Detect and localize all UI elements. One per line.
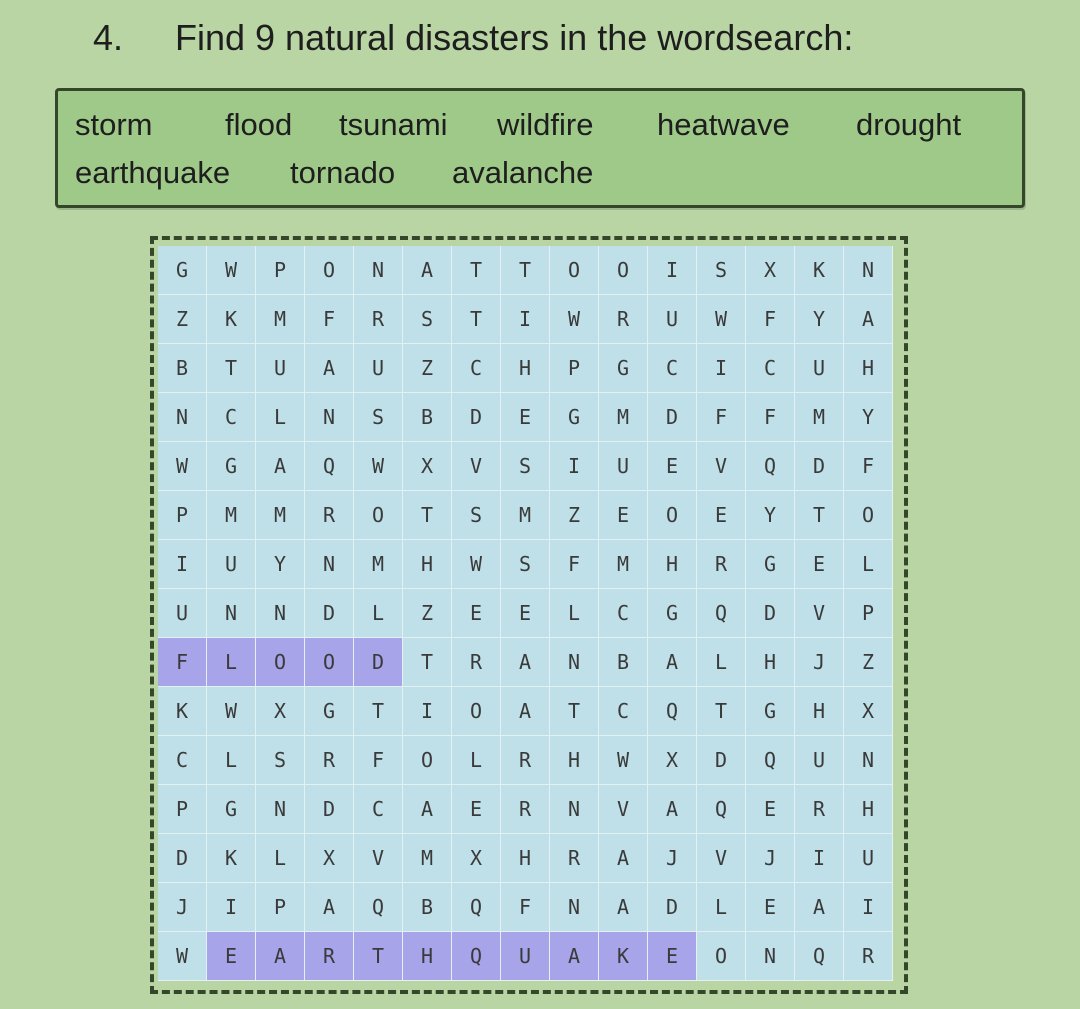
grid-cell[interactable]: C [648, 344, 697, 393]
grid-cell[interactable]: M [599, 540, 648, 589]
grid-cell[interactable]: F [746, 295, 795, 344]
exercise-number: 4. [93, 17, 124, 58]
grid-cell[interactable]: Z [158, 295, 207, 344]
grid-cell[interactable]: A [501, 638, 550, 687]
grid-cell-selected[interactable]: A [550, 932, 599, 981]
grid-cell[interactable]: D [795, 442, 844, 491]
grid-cell[interactable]: R [599, 295, 648, 344]
grid-cell[interactable]: X [305, 834, 354, 883]
grid-cell[interactable]: X [256, 687, 305, 736]
grid-cell[interactable]: O [403, 736, 452, 785]
grid-cell[interactable]: L [256, 393, 305, 442]
grid-cell[interactable]: C [207, 393, 256, 442]
grid-cell[interactable]: B [403, 883, 452, 932]
grid-cell[interactable]: E [501, 393, 550, 442]
grid-cell[interactable]: Z [403, 344, 452, 393]
grid-cell[interactable]: B [403, 393, 452, 442]
grid-cell[interactable]: U [844, 834, 893, 883]
grid-cell[interactable]: J [158, 883, 207, 932]
grid-cell[interactable]: T [207, 344, 256, 393]
grid-cell[interactable]: A [256, 442, 305, 491]
grid-cell[interactable]: A [844, 295, 893, 344]
grid-cell[interactable]: J [648, 834, 697, 883]
grid-cell[interactable]: V [697, 442, 746, 491]
grid-cell[interactable]: E [452, 785, 501, 834]
grid-cell[interactable]: P [158, 785, 207, 834]
word-list-item: earthquake [75, 155, 231, 190]
grid-cell[interactable]: D [746, 589, 795, 638]
grid-cell[interactable]: R [305, 736, 354, 785]
grid-row [158, 687, 893, 736]
grid-cell-selected[interactable]: K [599, 932, 648, 981]
exercise-heading [0, 12, 1080, 64]
grid-cell[interactable]: D [648, 883, 697, 932]
grid-cell[interactable]: C [599, 687, 648, 736]
grid-cell[interactable]: O [305, 246, 354, 295]
grid-cell[interactable]: W [697, 295, 746, 344]
grid-row [158, 834, 893, 883]
grid-cell-selected[interactable]: R [305, 932, 354, 981]
grid-cell-selected[interactable]: T [354, 932, 403, 981]
grid-cell[interactable]: U [648, 295, 697, 344]
grid-cell[interactable]: O [599, 246, 648, 295]
grid-cell[interactable]: P [844, 589, 893, 638]
grid-cell[interactable]: M [501, 491, 550, 540]
grid-cell[interactable]: A [795, 883, 844, 932]
grid-cell[interactable]: H [795, 687, 844, 736]
grid-cell[interactable]: O [844, 491, 893, 540]
grid-cell[interactable]: C [746, 344, 795, 393]
grid-cell[interactable]: G [599, 344, 648, 393]
grid-cell[interactable]: A [599, 883, 648, 932]
grid-cell[interactable]: D [452, 393, 501, 442]
word-list-line [58, 101, 1022, 149]
word-list-item: flood [225, 107, 293, 142]
word-list-item: tornado [290, 155, 396, 190]
grid-cell[interactable]: O [354, 491, 403, 540]
grid-cell[interactable]: I [501, 295, 550, 344]
grid-cell[interactable]: R [501, 736, 550, 785]
grid-cell[interactable]: C [158, 736, 207, 785]
grid-cell-selected[interactable]: H [403, 932, 452, 981]
grid-cell[interactable]: I [648, 246, 697, 295]
wordsearch-grid [158, 246, 893, 981]
grid-cell[interactable]: W [207, 246, 256, 295]
grid-cell[interactable]: H [501, 344, 550, 393]
grid-cell[interactable]: E [501, 589, 550, 638]
grid-cell[interactable]: W [550, 295, 599, 344]
grid-cell[interactable]: T [501, 246, 550, 295]
grid-cell[interactable]: S [697, 246, 746, 295]
word-list-item: tsunami [339, 107, 448, 142]
grid-cell[interactable]: G [746, 540, 795, 589]
grid-row [158, 246, 893, 295]
grid-row [158, 393, 893, 442]
grid-cell[interactable]: Y [795, 295, 844, 344]
grid-cell[interactable]: G [305, 687, 354, 736]
grid-cell[interactable]: Q [697, 785, 746, 834]
grid-cell[interactable]: U [599, 442, 648, 491]
grid-cell[interactable]: L [452, 736, 501, 785]
grid-cell[interactable]: S [403, 295, 452, 344]
grid-cell[interactable]: D [305, 589, 354, 638]
grid-cell[interactable]: P [550, 344, 599, 393]
grid-cell[interactable]: Y [746, 491, 795, 540]
grid-cell[interactable]: R [795, 785, 844, 834]
grid-cell[interactable]: G [550, 393, 599, 442]
grid-cell[interactable]: R [844, 932, 893, 981]
grid-row [158, 540, 893, 589]
grid-cell[interactable]: K [158, 687, 207, 736]
word-list-item: heatwave [657, 107, 790, 142]
grid-cell[interactable]: N [550, 638, 599, 687]
grid-cell[interactable]: H [648, 540, 697, 589]
grid-cell[interactable]: N [550, 883, 599, 932]
grid-row [158, 736, 893, 785]
grid-cell[interactable]: D [697, 736, 746, 785]
grid-cell[interactable]: L [844, 540, 893, 589]
grid-cell[interactable]: V [795, 589, 844, 638]
grid-row [158, 932, 893, 981]
word-list-item: avalanche [452, 155, 594, 190]
grid-cell[interactable]: L [697, 638, 746, 687]
grid-cell[interactable]: B [599, 638, 648, 687]
grid-cell[interactable]: N [354, 246, 403, 295]
grid-cell[interactable]: F [354, 736, 403, 785]
grid-cell[interactable]: C [354, 785, 403, 834]
word-list-line [58, 149, 1022, 197]
grid-cell[interactable]: H [501, 834, 550, 883]
grid-cell[interactable]: H [550, 736, 599, 785]
grid-cell[interactable]: E [795, 540, 844, 589]
grid-cell[interactable]: I [207, 883, 256, 932]
grid-cell[interactable]: N [256, 589, 305, 638]
grid-cell[interactable]: Q [746, 442, 795, 491]
grid-cell[interactable]: A [305, 344, 354, 393]
grid-cell[interactable]: I [158, 540, 207, 589]
grid-cell[interactable]: K [207, 295, 256, 344]
grid-cell[interactable]: M [354, 540, 403, 589]
grid-cell[interactable]: S [501, 540, 550, 589]
grid-cell[interactable]: T [795, 491, 844, 540]
grid-cell[interactable]: N [746, 932, 795, 981]
grid-row [158, 589, 893, 638]
grid-cell[interactable]: Y [256, 540, 305, 589]
grid-cell[interactable]: V [599, 785, 648, 834]
grid-cell-selected[interactable]: L [207, 638, 256, 687]
grid-cell[interactable]: U [795, 736, 844, 785]
grid-cell[interactable]: S [501, 442, 550, 491]
grid-cell-selected[interactable]: O [305, 638, 354, 687]
grid-cell[interactable]: U [354, 344, 403, 393]
grid-cell[interactable]: M [403, 834, 452, 883]
grid-cell[interactable]: A [305, 883, 354, 932]
grid-cell-selected[interactable]: U [501, 932, 550, 981]
grid-cell[interactable]: X [844, 687, 893, 736]
grid-cell[interactable]: X [746, 246, 795, 295]
grid-cell[interactable]: M [256, 491, 305, 540]
grid-cell[interactable]: H [403, 540, 452, 589]
grid-cell[interactable]: Y [844, 393, 893, 442]
grid-cell-selected[interactable]: E [207, 932, 256, 981]
grid-cell[interactable]: R [501, 785, 550, 834]
grid-cell[interactable]: J [795, 638, 844, 687]
grid-cell[interactable]: T [403, 638, 452, 687]
grid-cell[interactable]: F [501, 883, 550, 932]
grid-cell-selected[interactable]: F [158, 638, 207, 687]
grid-cell[interactable]: I [550, 442, 599, 491]
grid-cell[interactable]: T [697, 687, 746, 736]
grid-cell[interactable]: S [256, 736, 305, 785]
grid-row [158, 491, 893, 540]
grid-cell[interactable]: W [452, 540, 501, 589]
grid-cell[interactable]: N [158, 393, 207, 442]
word-list-item: wildfire [497, 107, 594, 142]
grid-cell[interactable]: F [550, 540, 599, 589]
grid-cell[interactable]: Z [550, 491, 599, 540]
grid-cell[interactable]: E [697, 491, 746, 540]
grid-cell[interactable]: G [207, 442, 256, 491]
grid-cell[interactable]: A [403, 785, 452, 834]
grid-cell[interactable]: S [452, 491, 501, 540]
grid-cell[interactable]: Q [452, 883, 501, 932]
grid-cell[interactable]: D [305, 785, 354, 834]
grid-cell[interactable]: U [795, 344, 844, 393]
grid-cell[interactable]: R [305, 491, 354, 540]
grid-cell[interactable]: L [256, 834, 305, 883]
grid-cell[interactable]: M [207, 491, 256, 540]
grid-cell[interactable]: F [746, 393, 795, 442]
grid-cell[interactable]: C [599, 589, 648, 638]
grid-cell[interactable]: O [550, 246, 599, 295]
grid-cell[interactable]: I [403, 687, 452, 736]
grid-cell[interactable]: W [599, 736, 648, 785]
grid-cell[interactable]: R [452, 638, 501, 687]
grid-cell[interactable]: Z [844, 638, 893, 687]
grid-cell[interactable]: U [256, 344, 305, 393]
grid-cell[interactable]: G [648, 589, 697, 638]
grid-cell[interactable]: H [844, 344, 893, 393]
grid-cell[interactable]: A [501, 687, 550, 736]
grid-cell[interactable]: X [648, 736, 697, 785]
grid-cell[interactable]: P [158, 491, 207, 540]
grid-cell[interactable]: U [158, 589, 207, 638]
grid-cell[interactable]: T [354, 687, 403, 736]
grid-cell[interactable]: J [746, 834, 795, 883]
grid-row [158, 785, 893, 834]
word-list-item: drought [856, 107, 962, 142]
grid-cell[interactable]: M [795, 393, 844, 442]
grid-cell[interactable]: Z [403, 589, 452, 638]
grid-cell[interactable]: L [697, 883, 746, 932]
grid-cell[interactable]: G [158, 246, 207, 295]
grid-cell[interactable]: G [207, 785, 256, 834]
grid-row [158, 883, 893, 932]
grid-cell[interactable]: A [403, 246, 452, 295]
grid-cell[interactable]: Q [795, 932, 844, 981]
grid-cell[interactable]: R [354, 295, 403, 344]
grid-cell[interactable]: N [305, 393, 354, 442]
grid-cell[interactable]: A [599, 834, 648, 883]
grid-cell[interactable]: A [648, 638, 697, 687]
grid-cell[interactable]: T [452, 295, 501, 344]
grid-cell[interactable]: B [158, 344, 207, 393]
grid-cell[interactable]: Q [648, 687, 697, 736]
grid-cell[interactable]: R [697, 540, 746, 589]
grid-cell[interactable]: N [550, 785, 599, 834]
grid-cell[interactable]: O [697, 932, 746, 981]
grid-cell[interactable]: E [599, 491, 648, 540]
grid-cell[interactable]: E [452, 589, 501, 638]
grid-cell[interactable]: N [844, 736, 893, 785]
grid-cell[interactable]: T [550, 687, 599, 736]
grid-cell[interactable]: Q [354, 883, 403, 932]
grid-cell[interactable]: M [256, 295, 305, 344]
grid-row [158, 638, 893, 687]
grid-cell-selected[interactable]: D [354, 638, 403, 687]
grid-row [158, 344, 893, 393]
grid-cell[interactable]: T [403, 491, 452, 540]
grid-cell[interactable]: I [795, 834, 844, 883]
grid-cell[interactable]: N [305, 540, 354, 589]
grid-cell[interactable]: L [354, 589, 403, 638]
grid-cell[interactable]: K [795, 246, 844, 295]
grid-cell[interactable]: W [158, 442, 207, 491]
grid-cell[interactable]: H [746, 638, 795, 687]
grid-cell[interactable]: X [452, 834, 501, 883]
grid-cell[interactable]: N [256, 785, 305, 834]
word-list-box [55, 88, 1025, 208]
grid-row [158, 295, 893, 344]
grid-cell[interactable]: E [746, 883, 795, 932]
grid-cell[interactable]: O [648, 491, 697, 540]
grid-cell[interactable]: E [648, 442, 697, 491]
grid-cell[interactable]: Q [697, 589, 746, 638]
grid-cell[interactable]: V [354, 834, 403, 883]
grid-cell[interactable]: E [746, 785, 795, 834]
grid-cell[interactable]: V [452, 442, 501, 491]
grid-cell[interactable]: O [452, 687, 501, 736]
word-list-item: storm [75, 107, 153, 142]
grid-cell-selected[interactable]: O [256, 638, 305, 687]
grid-cell[interactable]: K [207, 834, 256, 883]
grid-cell[interactable]: U [207, 540, 256, 589]
grid-cell[interactable]: Q [746, 736, 795, 785]
grid-cell[interactable]: N [844, 246, 893, 295]
grid-cell[interactable]: L [550, 589, 599, 638]
grid-cell[interactable]: R [550, 834, 599, 883]
grid-cell[interactable]: S [354, 393, 403, 442]
grid-cell[interactable]: C [452, 344, 501, 393]
grid-cell[interactable]: N [207, 589, 256, 638]
grid-cell[interactable]: M [599, 393, 648, 442]
grid-cell[interactable]: W [158, 932, 207, 981]
grid-cell[interactable]: Q [305, 442, 354, 491]
grid-cell[interactable]: P [256, 246, 305, 295]
grid-cell[interactable]: H [844, 785, 893, 834]
grid-row [158, 442, 893, 491]
exercise-instruction: Find 9 natural disasters in the wordsearch: [175, 17, 854, 58]
grid-cell[interactable]: W [354, 442, 403, 491]
grid-cell-selected[interactable]: A [256, 932, 305, 981]
grid-cell[interactable]: I [844, 883, 893, 932]
grid-cell[interactable]: L [207, 736, 256, 785]
grid-cell[interactable]: V [697, 834, 746, 883]
grid-cell[interactable]: X [403, 442, 452, 491]
grid-cell[interactable]: D [158, 834, 207, 883]
grid-cell[interactable]: T [452, 246, 501, 295]
grid-cell[interactable]: G [746, 687, 795, 736]
grid-cell[interactable]: F [697, 393, 746, 442]
grid-cell[interactable]: A [648, 785, 697, 834]
grid-cell[interactable]: P [256, 883, 305, 932]
grid-cell-selected[interactable]: E [648, 932, 697, 981]
grid-cell[interactable]: D [648, 393, 697, 442]
grid-cell-selected[interactable]: Q [452, 932, 501, 981]
grid-cell[interactable]: W [207, 687, 256, 736]
grid-cell[interactable]: F [305, 295, 354, 344]
grid-cell[interactable]: F [844, 442, 893, 491]
grid-cell[interactable]: I [697, 344, 746, 393]
